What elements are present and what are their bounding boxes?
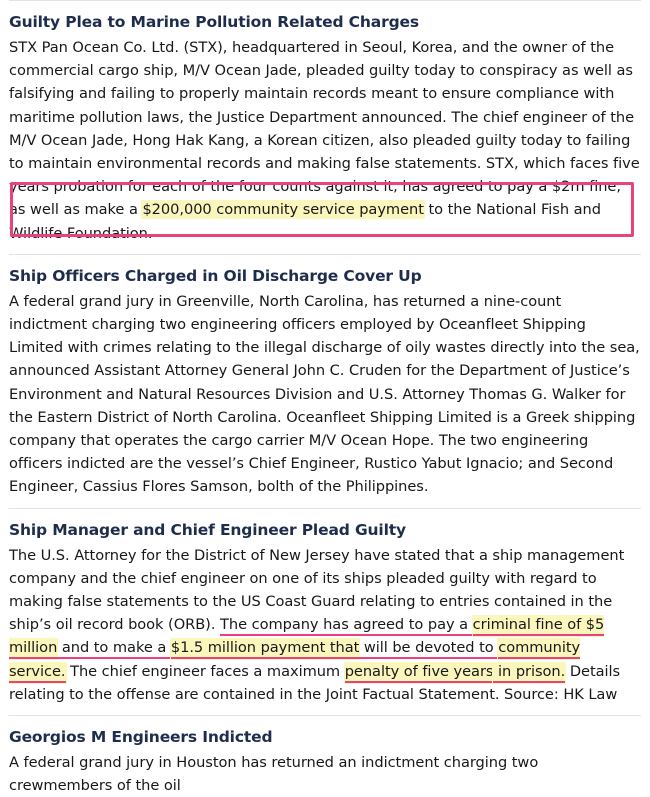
- divider-1: [9, 254, 641, 255]
- article-ship-officers-charged: [9, 266, 641, 499]
- body-text-plain-tail: Details relating to the offense are contained in the Joint Factual Statement. Source: HK Law: [9, 662, 621, 703]
- highlight-in-prison: in prison.: [493, 663, 565, 683]
- article-headline[interactable]: Guilty Plea to Marine Pollution Related Charges: [9, 13, 419, 31]
- body-text-plain: The U.S. Attorney for the District of New Jersey have stated that a ship management company and the chief engineer on one of its ships pleaded guilty with regard to making false statements to the US Coast Guard relating to entries contained in the ship’s oil record book (ORB).: [9, 546, 625, 634]
- body-text-plain-mid: The chief engineer faces a maximum: [65, 662, 345, 680]
- article-body: [9, 544, 641, 706]
- annotation-underline-the: The: [220, 616, 247, 636]
- article-headline[interactable]: Ship Manager and Chief Engineer Plead Guilty: [9, 520, 406, 539]
- article-body: [9, 36, 641, 245]
- article-headline[interactable]: Ship Officers Charged in Oil Discharge Cover Up: [9, 266, 422, 285]
- article-headline[interactable]: Georgios M Engineers Indicted: [9, 728, 273, 747]
- highlight-payment-amount: $1.5 million payment that: [171, 639, 359, 659]
- article-guilty-plea-marine-pollution: [9, 12, 641, 245]
- article-body: A federal grand jury in Greenville, North Carolina, has returned a nine-count indictment charging two engineering officers employed by Oceanfleet Shipping Limited with crimes relating to the illegal discharge of oily wastes directly into the sea, announced Assistant Attorney General John C. Cruden for the Department of Justice’s Environment and Natural Resources Division and U.S. Attorney Thomas G. Walker for the Eastern District of North Carolina. Oceanfleet Shipping Limited is a Greek shipping company that operates the cargo carrier M/V Ocean Hope. The two engineering officers indicted are the vessel’s Chief Engineer, Rustico Yabut Ignacio; and Second Engineer, Cassius Flores Samson, bolth of the Philippines.: [9, 292, 640, 496]
- highlight-penalty-five-years: penalty of five years: [345, 663, 494, 683]
- annotation-underline-company-agreed: company has agreed to pay a: [247, 616, 473, 636]
- article-ship-manager-plead-guilty: [9, 520, 641, 706]
- divider-2: [9, 508, 641, 509]
- article-georgios-m-engineers-indicted: [9, 727, 641, 797]
- article-body: A federal grand jury in Houston has returned an indictment charging two crewmembers of the oil: [9, 754, 539, 795]
- boxed-text-tail: to the National Fish and Wildlife Foundation.: [9, 201, 601, 242]
- body-text-plain: STX Pan Ocean Co. Ltd. (STX), headquartered in Seoul, Korea, and the owner of the commercial cargo ship, M/V Ocean Jade, pleaded guilty today to conspiracy as well as falsifying and failing to properly maintain records meant to ensure compliance with maritime pollution laws, the Justice Department announced. The chief engineer of the M/V Ocean Jade, Hong Hak Kang, a Korean citizen, also pleaded guilty today to failing to maintain environmental records and making false statements. STX, which faces five years probation for each of the four counts against it, has: [9, 39, 640, 196]
- highlight-criminal-fine: criminal fine of $5 million: [9, 616, 604, 659]
- annotation-underline-devoted-to: will be devoted to: [359, 639, 498, 659]
- highlight-community-service-payment: $200,000 community service payment: [142, 201, 424, 219]
- highlight-community-service: community service.: [9, 639, 580, 682]
- divider-3: [9, 715, 641, 716]
- divider-top: [9, 0, 641, 1]
- annotation-underline-and-to-make: and to make a: [57, 639, 171, 659]
- boxed-text-lead: agreed to pay a $2m fine, as well as make a: [9, 178, 621, 219]
